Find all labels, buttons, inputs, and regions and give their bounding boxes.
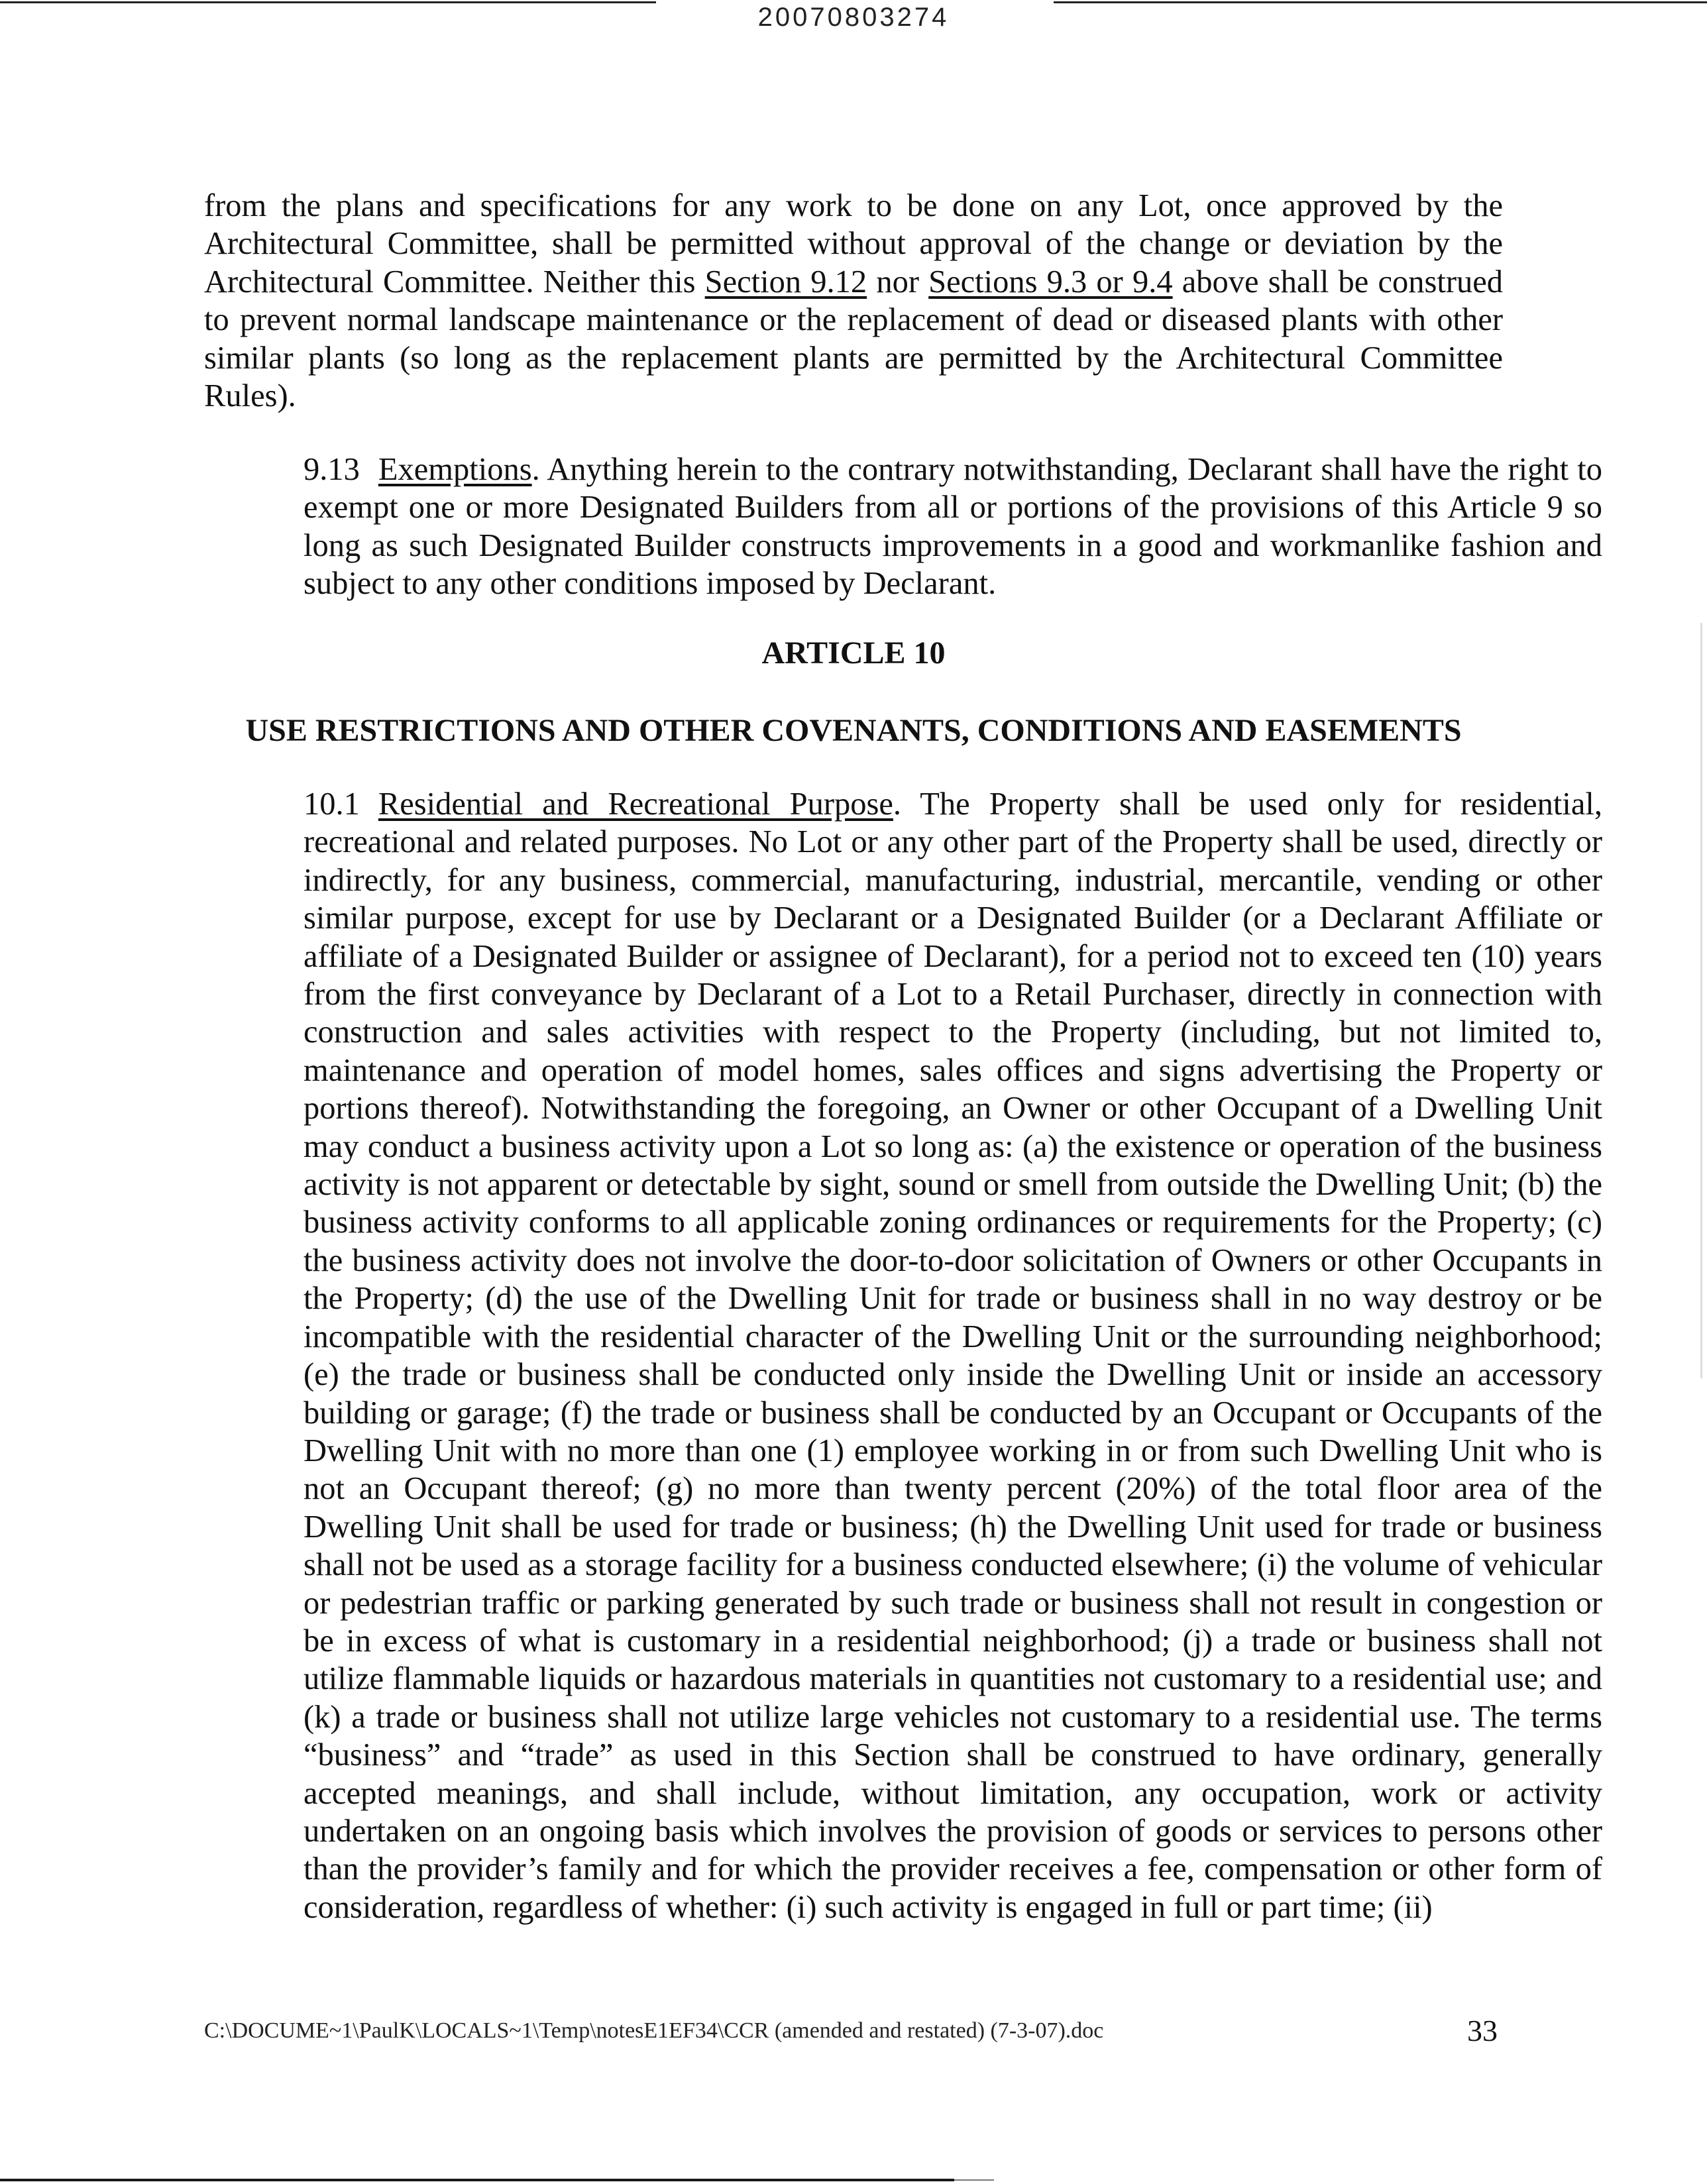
article-heading: ARTICLE 10 xyxy=(761,635,946,671)
paragraph-continuation xyxy=(204,187,1503,415)
continuation-text-3: above shall be construed to prevent normal landscape maintenance or the replacement of dead or diseased plants with other similar plants (so long as the replacement plants are permitted by the Architectural Committee Rules). xyxy=(204,264,1503,414)
section-title: Residential and Recreational Purpose xyxy=(378,787,893,822)
section-text: . Anything herein to the contrary notwithstanding, Declarant shall have the right to exempt one or more Designated Builders from all or portions of the provisions of this Article 9 so long as such Designated Builder constructs improvements in a good and workmanlike fashion and subject to any other conditions imposed by Declarant. xyxy=(303,452,1602,602)
section-9-13 xyxy=(204,451,1602,603)
bottom-border xyxy=(0,2179,954,2181)
bottom-border-tail xyxy=(954,2179,994,2181)
continuation-text-2: nor xyxy=(867,264,929,300)
continuation-text-1: from the plans and specifications for any work to be done on any Lot, once approved by the Architectural Committee, shall be permitted without approval of the change or deviation by the Architectural Committee. Neither this xyxy=(204,188,1503,300)
section-ref-9-12: Section 9.12 xyxy=(704,264,867,300)
article-title: USE RESTRICTIONS AND OTHER COVENANTS, CONDITIONS AND EASEMENTS xyxy=(245,713,1462,748)
section-title: Exemptions xyxy=(378,452,532,487)
section-10-1 xyxy=(204,785,1602,1926)
scan-edge-mark xyxy=(1700,623,1702,1378)
section-number: 10.1 xyxy=(303,787,360,822)
page-number: 33 xyxy=(1467,2014,1498,2048)
section-text: . The Property shall be used only for residential, recreational and related purposes. No Lot or any other part of the Property shall be used, directly or indirectly, for any business, commercial, manufacturing, industrial, mercantile, vending or other similar purpose, except for use by Declarant or a Designated Builder (or a Declarant Affiliate or affiliate of a Designated Builder or assignee of Declarant), for a period not to exceed ten (10) years from the first conveyance by Declarant of a Lot to a Retail Purchaser, directly in connection with construction and sales activities with respect to the Property (including, but not limited to, maintenance and operation of model homes, sales offices and signs advertising the Property or portions thereof). Notwithstanding the foregoing, an Owner or other Occupant of a Dwelling Unit may conduct a business activity upon a Lot so long as: (a) the existence or operation of the business activity is not apparent or detectable by sight, sound or smell from outside the Dwelling Unit; (b) the business activity conforms to all applicable zoning ordinances or requirements for the Property; (c) the business activity does not involve the door-to-door solicitation of Owners or other Occupants in the Property; (d) the use of the Dwelling Unit for trade or business shall in no way destroy or be incompatible with the residential character of the Dwelling Unit or the surrounding neighborhood; (e) the trade or business shall be conducted only inside the Dwelling Unit or inside an accessory building or garage; (f) the trade or business shall be conducted by an Occupant or Occupants of the Dwelling Unit with no more than one (1) employee working in or from such Dwelling Unit who is not an Occupant thereof; (g) no more than twenty percent (20%) of the total floor area of the Dwelling Unit shall be used for trade or business; (h) the Dwelling Unit used for trade or business shall not be used as a storage facility for a business conducted elsewhere; (i) the volume of vehicular or pedestrian traffic or parking generated by such trade or business shall not result in congestion or be in excess of what is customary in a residential neighborhood; (j) a trade or business shall not utilize flammable liquids or hazardous materials in quantities not customary to a residential use; and (k) a trade or business shall not utilize large vehicles not customary to a residential use. The terms “business” and “trade” as used in this Section shall be construed to have ordinary, generally accepted meanings, and shall include, without limitation, any occupation, work or activity undertaken on an ongoing basis which involves the provision of goods or services to persons other than the provider’s family and for which the provider receives a fee, compensation or other form of consideration, regardless of whether: (i) such activity is engaged in full or part time; (ii) xyxy=(303,787,1602,1925)
section-number: 9.13 xyxy=(303,452,360,487)
document-number: 20070803274 xyxy=(757,3,950,32)
section-ref-9-3-9-4: Sections 9.3 or 9.4 xyxy=(928,264,1173,300)
footer-file-path: C:\DOCUME~1\PaulK\LOCALS~1\Temp\notesE1EF34\CCR (amended and restated) (7-3-07).doc xyxy=(204,2018,1104,2043)
